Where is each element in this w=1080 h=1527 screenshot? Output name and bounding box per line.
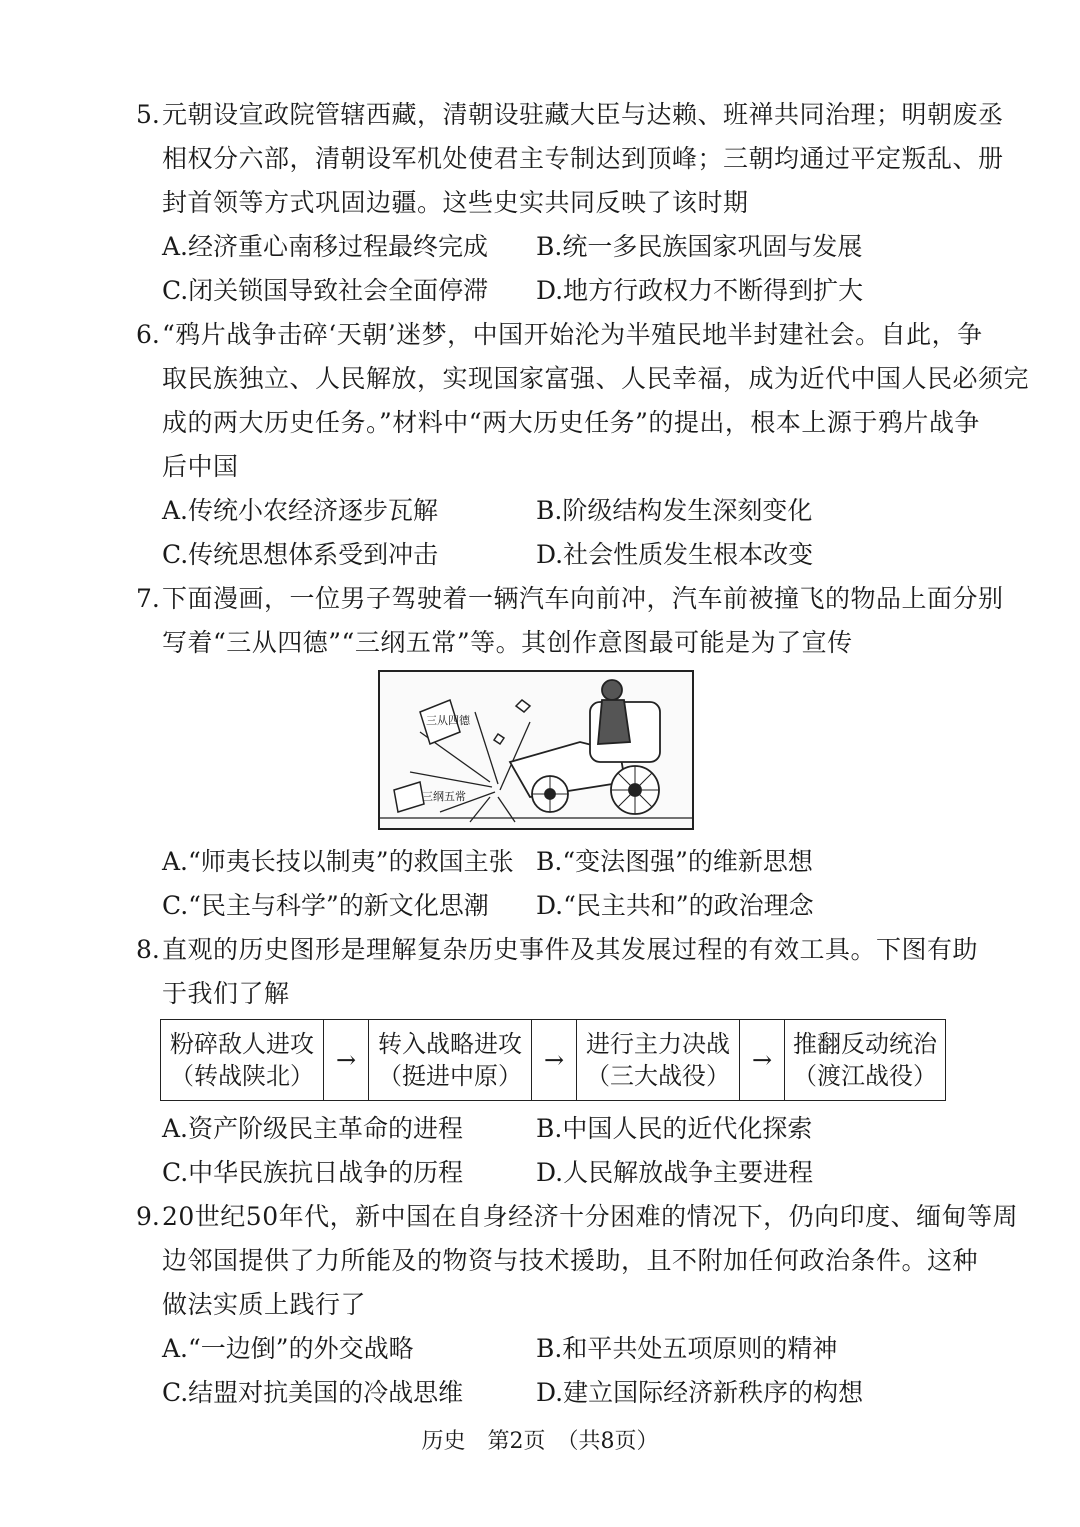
- q6-line-3: 成的两大历史任务。”材料中“两大历史任务”的提出，根本上源于鸦片战争: [162, 408, 980, 437]
- q5-option-c[interactable]: C.闭关锁国导致社会全面停滞: [162, 276, 489, 305]
- q9-option-a[interactable]: A.“一边倒”的外交战略: [162, 1334, 414, 1363]
- flow-step-2-title: 转入战略进攻: [378, 1030, 522, 1058]
- q9-option-b[interactable]: B.和平共处五项原则的精神: [536, 1334, 838, 1363]
- q6-option-a[interactable]: A.传统小农经济逐步瓦解: [162, 496, 439, 525]
- q6-number: 6.: [136, 320, 160, 349]
- flow-step-2: [368, 1019, 532, 1101]
- q8-number: 8.: [136, 935, 160, 964]
- flow-step-4-title: 推翻反动统治: [793, 1030, 937, 1058]
- flow-step-4: [784, 1019, 946, 1101]
- q9-line-2: 边邻国提供了力所能及的物资与技术援助，且不附加任何政治条件。这种: [162, 1246, 979, 1275]
- flow-step-3-sub: （三大战役）: [586, 1062, 730, 1090]
- q9-line-3: 做法实质上践行了: [162, 1290, 367, 1319]
- q5-option-a[interactable]: A.经济重心南移过程最终完成: [162, 232, 489, 261]
- flow-arrow-1: →: [324, 1019, 368, 1101]
- flow-step-4-sub: （渡江战役）: [793, 1062, 937, 1090]
- cartoon-car-drawing: [380, 672, 692, 828]
- q5-option-b[interactable]: B.统一多民族国家巩固与发展: [536, 232, 863, 261]
- q7-option-a[interactable]: A.“师夷长技以制夷”的救国主张: [162, 847, 514, 876]
- q7-option-c[interactable]: C.“民主与科学”的新文化思潮: [162, 891, 489, 920]
- q9-option-c[interactable]: C.结盟对抗美国的冷战思维: [162, 1378, 464, 1407]
- q5-line-2: 相权分六部，清朝设军机处使君主专制达到顶峰；三朝均通过平定叛乱、册: [162, 144, 1004, 173]
- cartoon-illustration: [378, 670, 694, 830]
- flow-arrow-2: →: [532, 1019, 576, 1101]
- q5-line-3: 封首领等方式巩固边疆。这些史实共同反映了该时期: [162, 188, 749, 217]
- q6-line-1: “鸦片战争击碎‘天朝’迷梦，中国开始沦为半殖民地半封建社会。自此，争: [162, 320, 983, 349]
- flow-step-1-title: 粉碎敌人进攻: [170, 1030, 314, 1058]
- q7-number: 7.: [136, 584, 160, 613]
- q8-option-a[interactable]: A.资产阶级民主革命的进程: [162, 1114, 464, 1143]
- q6-option-b[interactable]: B.阶级结构发生深刻变化: [536, 496, 813, 525]
- q8-line-2: 于我们了解: [162, 979, 290, 1008]
- flow-step-3-title: 进行主力决战: [586, 1030, 730, 1058]
- flow-step-1-sub: （转战陕北）: [170, 1062, 314, 1090]
- q9-line-1: 20世纪50年代，新中国在自身经济十分困难的情况下，仍向印度、缅甸等周: [162, 1202, 1019, 1231]
- q7-option-b[interactable]: B.“变法图强”的维新思想: [536, 847, 813, 876]
- q8-option-b[interactable]: B.中国人民的近代化探索: [536, 1114, 813, 1143]
- q5-line-1: 元朝设宣政院管辖西藏，清朝设驻藏大臣与达赖、班禅共同治理；明朝废丞: [162, 100, 1004, 129]
- q5-number: 5.: [136, 100, 160, 129]
- q6-option-c[interactable]: C.传统思想体系受到冲击: [162, 540, 439, 569]
- q7-line-2: 写着“三从四德”“三纲五常”等。其创作意图最可能是为了宣传: [162, 628, 853, 657]
- cartoon-label-a: 三从四德: [426, 714, 470, 727]
- q6-line-4: 后中国: [162, 452, 239, 481]
- flow-step-2-sub: （挺进中原）: [378, 1062, 522, 1090]
- q8-option-d[interactable]: D.人民解放战争主要进程: [536, 1158, 814, 1187]
- q6-option-d[interactable]: D.社会性质发生根本改变: [536, 540, 814, 569]
- q7-option-d[interactable]: D.“民主共和”的政治理念: [536, 891, 814, 920]
- flow-step-1: [160, 1019, 324, 1101]
- cartoon-label-b: 三纲五常: [422, 790, 466, 803]
- q5-option-d[interactable]: D.地方行政权力不断得到扩大: [536, 276, 864, 305]
- page-footer: 历史 第2页 （共8页）: [421, 1429, 659, 1454]
- q9-option-d[interactable]: D.建立国际经济新秩序的构想: [536, 1378, 864, 1407]
- flow-step-3: [576, 1019, 740, 1101]
- q6-line-2: 取民族独立、人民解放，实现国家富强、人民幸福，成为近代中国人民必须完: [162, 364, 1030, 393]
- flow-arrow-3: →: [740, 1019, 784, 1101]
- q8-option-c[interactable]: C.中华民族抗日战争的历程: [162, 1158, 464, 1187]
- q8-flow-diagram: [160, 1019, 946, 1101]
- q8-line-1: 直观的历史图形是理解复杂历史事件及其发展过程的有效工具。下图有助: [162, 935, 979, 964]
- q7-line-1: 下面漫画，一位男子驾驶着一辆汽车向前冲，汽车前被撞飞的物品上面分别: [162, 584, 1004, 613]
- q9-number: 9.: [136, 1202, 160, 1231]
